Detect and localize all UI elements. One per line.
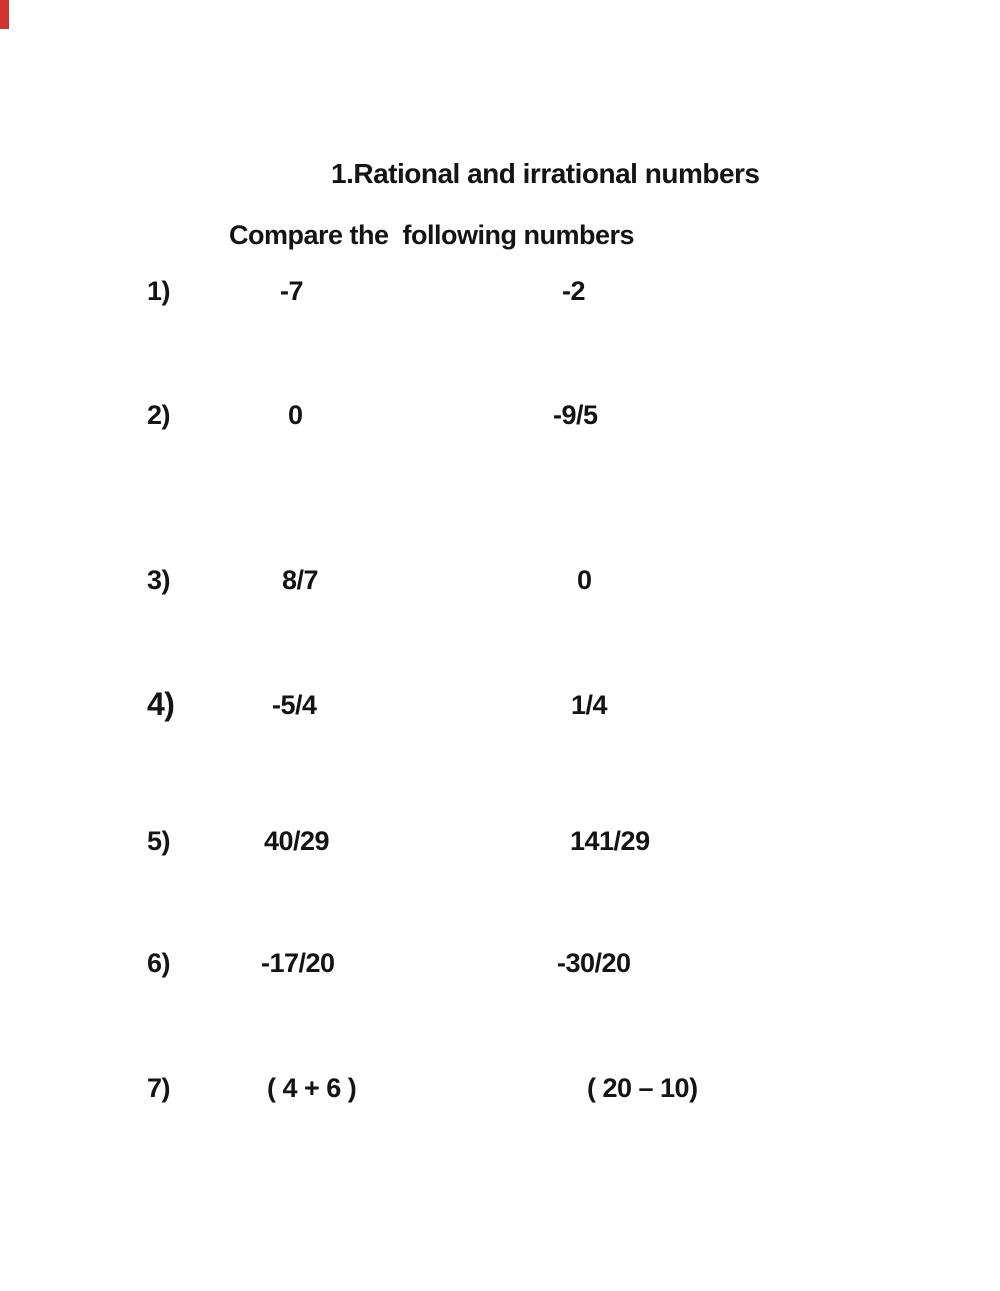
left-value: -17/20 — [261, 948, 335, 978]
page-title: 1.Rational and irrational numbers — [331, 158, 760, 189]
problem-row — [0, 567, 1000, 601]
page-subtitle: Compare the following numbers — [229, 220, 635, 250]
problem-number: 4) — [147, 686, 175, 722]
right-value: 0 — [577, 565, 592, 595]
left-value: -7 — [280, 276, 304, 306]
corner-marker — [0, 0, 9, 29]
problem-row — [0, 950, 1000, 984]
left-value: 0 — [288, 400, 303, 430]
right-value: 141/29 — [570, 826, 650, 856]
left-value: 8/7 — [282, 565, 319, 595]
right-value: -30/20 — [557, 948, 631, 978]
right-value: -9/5 — [553, 400, 598, 430]
left-value: 40/29 — [264, 826, 330, 856]
problem-row — [0, 686, 1000, 726]
right-value: -2 — [562, 276, 586, 306]
problem-number: 3) — [147, 565, 171, 595]
problem-number: 2) — [147, 400, 171, 430]
left-value: -5/4 — [272, 690, 317, 720]
problem-row — [0, 828, 1000, 862]
right-value: ( 20 – 10) — [587, 1073, 698, 1103]
problem-number: 7) — [147, 1073, 171, 1103]
right-value: 1/4 — [571, 690, 608, 720]
problem-number: 1) — [147, 276, 171, 306]
problem-row — [0, 1075, 1000, 1109]
problem-row — [0, 402, 1000, 436]
left-value: ( 4 + 6 ) — [267, 1073, 357, 1103]
problem-row — [0, 278, 1000, 312]
problem-number: 6) — [147, 948, 171, 978]
problem-number: 5) — [147, 826, 171, 856]
